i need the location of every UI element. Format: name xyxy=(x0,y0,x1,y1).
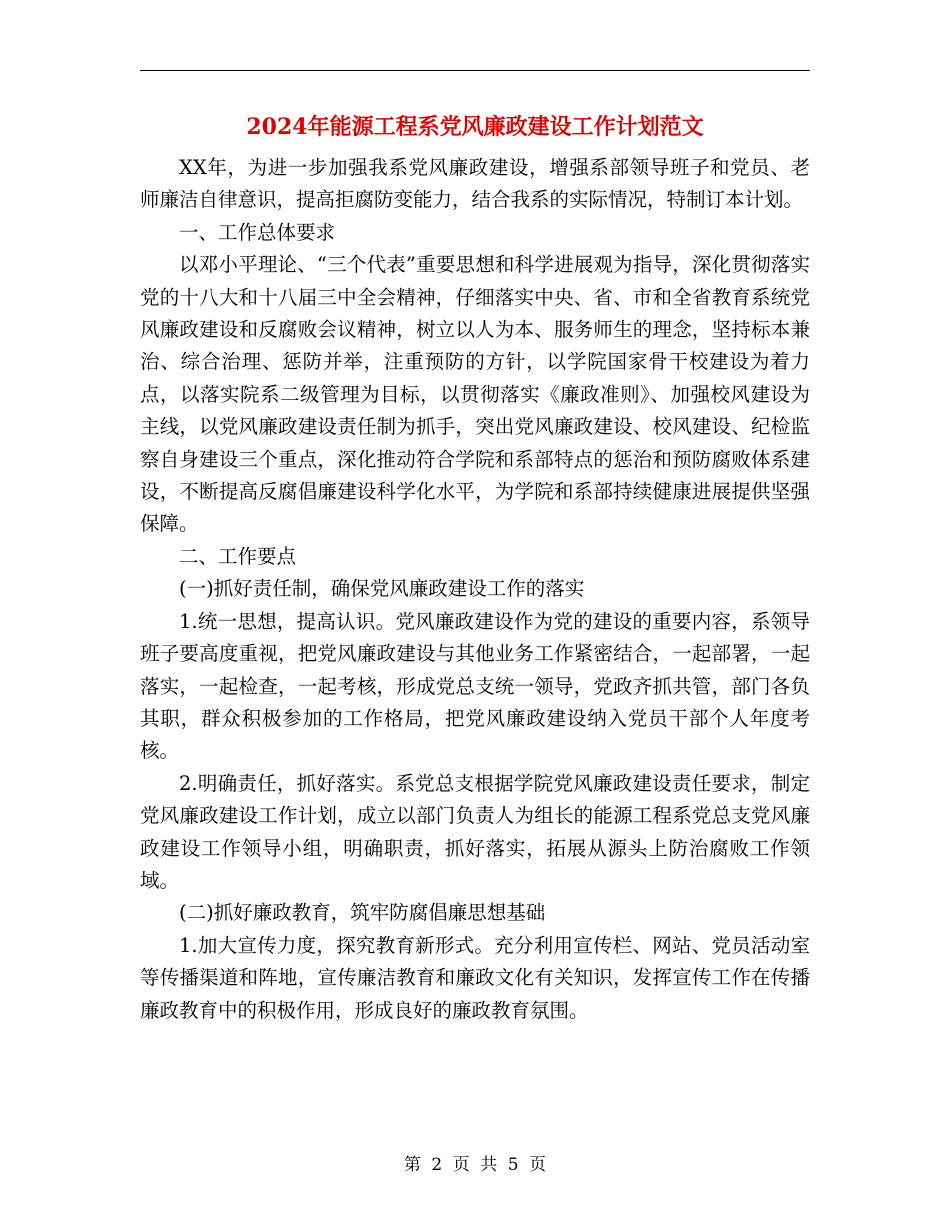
document-title: 2024年能源工程系党风廉政建设工作计划范文 xyxy=(246,114,704,140)
subsection-heading-2: (二)抓好廉政教育，筑牢防腐倡廉思想基础 xyxy=(179,901,546,925)
page-number-footer: 第 2 页 共 5 页 xyxy=(403,1155,547,1175)
body-paragraph: 1.加大宣传力度，探究教育新形式。充分利用宣传栏、网站、党员活动室等传播渠道和阵地，宣传廉洁教育和廉政文化有关知识，发挥宣传工作在传播廉政教育中的积极作用，形成良好的廉政教育氛围。 xyxy=(140,933,810,1022)
intro-paragraph: XX年，为进一步加强我系党风廉政建设，增强系部领导班子和党员、老师廉洁自律意识，提高拒腐防变能力，结合我系的实际情况，特制订本计划。 xyxy=(140,156,810,212)
subsection-heading-1: (一)抓好责任制，确保党风廉政建设工作的落实 xyxy=(179,577,585,601)
body-paragraph: 2.明确责任，抓好落实。系党总支根据学院党风廉政建设责任要求，制定党风廉政建设工作计划，成立以部门负责人为组长的能源工程系党总支党风廉政建设工作领导小组，明确职责，抓好落实，拓展从源头上防治腐败工作领域。 xyxy=(140,771,810,892)
header-rule xyxy=(140,70,810,71)
body-paragraph: 以邓小平理论、“三个代表”重要思想和科学进展观为指导，深化贯彻落实党的十八大和十八届三中全会精神，仔细落实中央、省、市和全省教育系统党风廉政建设和反腐败会议精神，树立以人为本、服务师生的理念，坚持标本兼治、综合治理、惩防并举，注重预防的方针，以学院国家骨干校建设为着力点，以落实院系二级管理为目标，以贯彻落实《廉政准则》、加强校风建设为主线，以党风廉政建设责任制为抓手，突出党风廉政建设、校风建设、纪检监察自身建设三个重点，深化推动符合学院和系部特点的惩治和预防腐败体系建设，不断提高反腐倡廉建设科学化水平，为学院和系部持续健康进展提供坚强保障。 xyxy=(140,253,810,536)
body-paragraph: 1.统一思想，提高认识。党风廉政建设作为党的建设的重要内容，系领导班子要高度重视，把党风廉政建设与其他业务工作紧密结合，一起部署，一起落实，一起检查，一起考核，形成党总支统一领导，党政齐抓共管，部门各负其职，群众积极参加的工作格局，把党风廉政建设纳入党员干部个人年度考核。 xyxy=(140,609,810,763)
section-heading-2: 二、工作要点 xyxy=(179,544,297,568)
section-heading-1: 一、工作总体要求 xyxy=(179,220,336,244)
document-body xyxy=(140,152,810,1027)
